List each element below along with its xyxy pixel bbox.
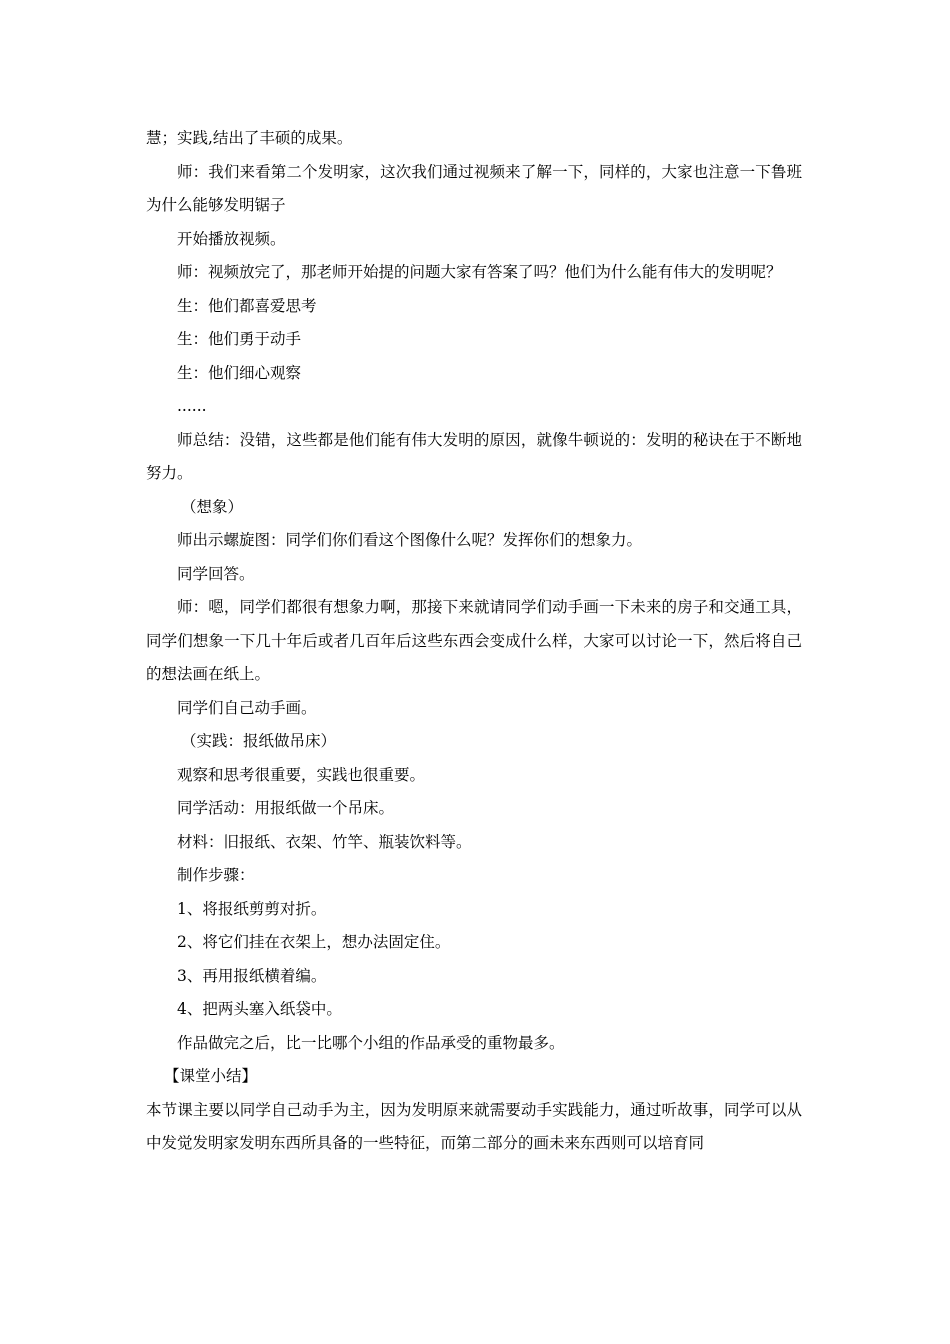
paragraph-5: 生：他们都喜爱思考 (177, 296, 317, 315)
paragraph-summary: 本节课主要以同学自己动手为主，因为发明原来就需要动手实践能力，通过听故事，同学可以从中发觉发明家发明东西所具备的一些特征，而第二部分的画未来东西则可以培育同 (146, 1100, 802, 1152)
paragraph-9: 师总结：没错，这些都是他们能有伟大发明的原因，就像牛顿说的：发明的秘诀在于不断地努力。 (146, 430, 802, 482)
paragraph-steps-heading: 制作步骤： (177, 866, 255, 884)
step-4: 4、把两头塞入纸袋中。 (177, 1000, 342, 1018)
paragraph-17: 同学活动：用报纸做一个吊床。 (177, 799, 395, 817)
paragraph-14: 同学们自己动手画。 (177, 698, 317, 717)
paragraph-16: 观察和思考很重要，实践也很重要。 (177, 765, 426, 784)
paragraph-1: 慧；实践,结出了丰硕的成果。 (146, 129, 353, 147)
paragraph-2: 师：我们来看第二个发明家，这次我们通过视频来了解一下，同样的，大家也注意一下鲁班为什么能够发明锯子 (146, 162, 802, 214)
section-heading-practice: （实践：报纸做吊床） (181, 732, 337, 750)
step-3: 3、再用报纸横着编。 (177, 966, 327, 985)
paragraph-24: 作品做完之后，比一比哪个小组的作品承受的重物最多。 (177, 1033, 565, 1052)
section-heading-summary: 【课堂小结】 (164, 1067, 258, 1085)
paragraph-12: 同学回答。 (177, 564, 255, 583)
paragraph-6: 生：他们勇于动手 (177, 330, 302, 348)
paragraph-8: ...... (177, 397, 207, 415)
document-body (146, 122, 802, 1161)
paragraph-materials: 材料：旧报纸、衣架、竹竿、瓶装饮料等。 (177, 832, 472, 851)
paragraph-3: 开始播放视频。 (177, 229, 286, 248)
section-heading-imagination: （想象） (181, 497, 244, 516)
paragraph-7: 生：他们细心观察 (177, 363, 302, 382)
paragraph-13: 师：嗯，同学们都很有想象力啊，那接下来就请同学们动手画一下未来的房子和交通工具，同学们想象一下几十年后或者几百年后这些东西会变成什么样，大家可以讨论一下，然后将自己的想法画在纸上。 (146, 598, 802, 683)
step-2: 2、将它们挂在衣架上，想办法固定住。 (177, 933, 451, 951)
step-1: 1、将报纸剪剪对折。 (177, 899, 327, 918)
paragraph-4: 师：视频放完了，那老师开始提的问题大家有答案了吗？他们为什么能有伟大的发明呢？ (177, 263, 782, 281)
paragraph-11: 师出示螺旋图：同学们你们看这个图像什么呢？发挥你们的想象力。 (177, 531, 643, 549)
